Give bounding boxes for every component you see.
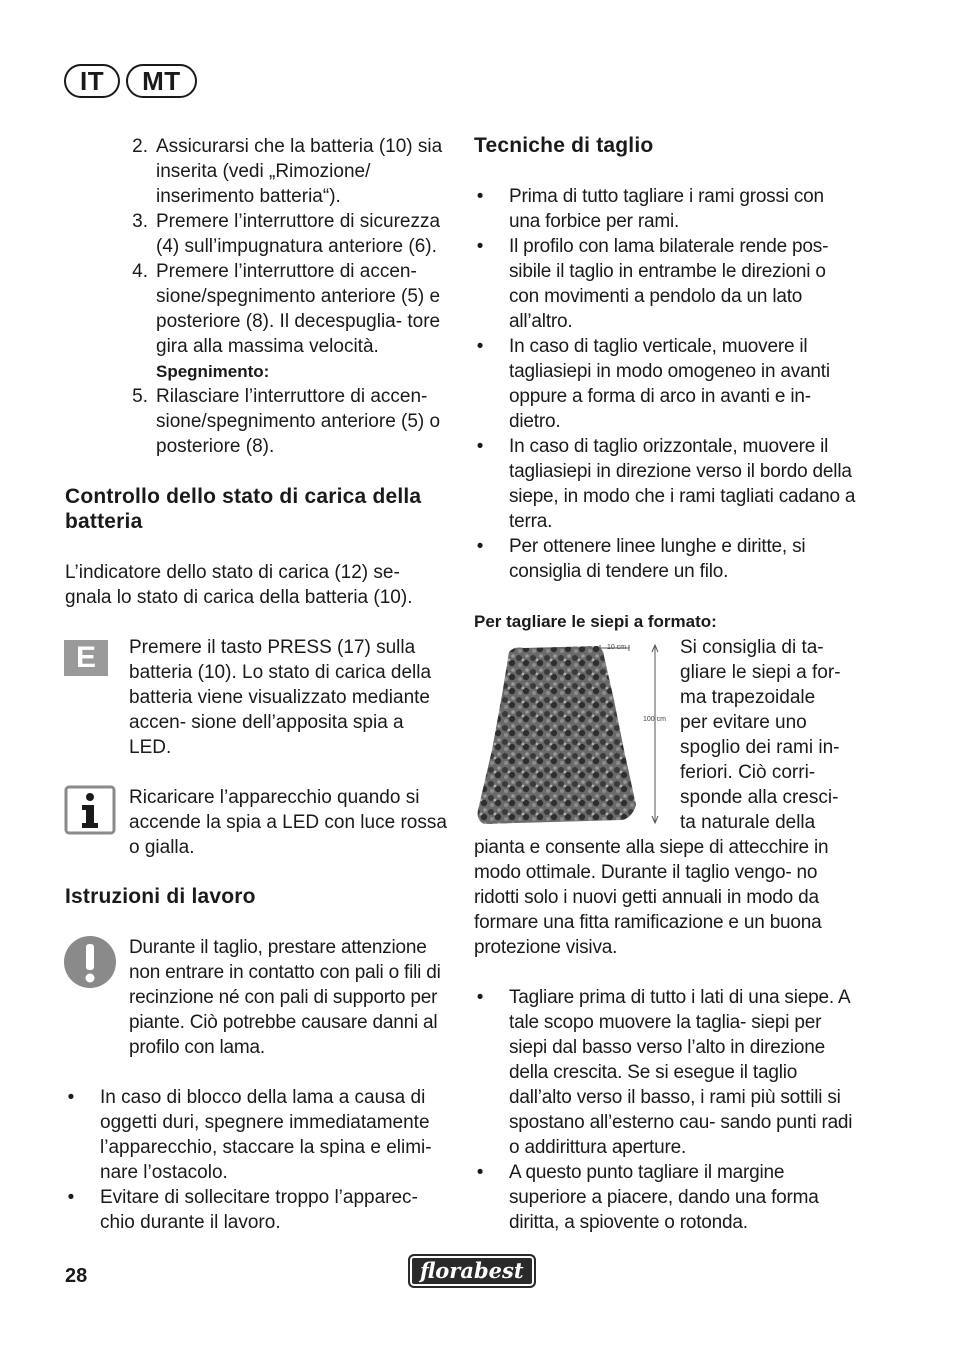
hedge-label-top: 10 cm <box>607 644 627 651</box>
warning-icon <box>63 935 117 989</box>
e-text: Premere il tasto PRESS (17) sulla batteria (10). Lo stato di carica della batteria viene visualizzato mediante accen- sione dell’apposita spia a LED. <box>129 637 432 758</box>
work-heading: Istruzioni di lavoro <box>65 885 256 908</box>
format-text-rest: pianta e consente alla siepe di attecchire in modo ottimale. Durante il taglio vengo- no ridotti solo i nuovi getti annuali in modo da formare una fitta ramificazione e un buona protezione visiva. <box>474 837 829 958</box>
format-heading: Per tagliare le siepi a formato: <box>474 612 717 631</box>
warning-text: Durante il taglio, prestare attenzione non entrare in contatto con pali o fili di recinzione né con pali di supporto per piante. Ciò potrebbe causare danni al profilo con lama. <box>129 937 441 1058</box>
step-3: 3. Premere l’interruttore di sicurezza (4) sull’impugnatura anteriore (6). <box>132 211 441 257</box>
language-tags <box>64 64 197 98</box>
page-number: 28 <box>65 1265 88 1287</box>
info-icon <box>64 785 116 835</box>
step-5: 5. Rilasciare l’interruttore di accen- sione/spegnimento anteriore (5) o posteriore (8). <box>132 386 441 457</box>
list-item: • Per ottenere linee lunghe e diritte, si consiglia di tendere un filo. <box>476 536 806 582</box>
e-icon: E <box>64 640 108 676</box>
right-bullets-2 <box>474 985 860 1235</box>
lang-tag-mt: MT <box>126 64 197 98</box>
list-item: • In caso di blocco della lama a causa di oggetti duri, spegnere immediatamente l’apparecchio, staccare la spina e elimi- nare l’ostacolo. <box>67 1087 432 1183</box>
hedge-label-side: 100 cm <box>643 716 666 723</box>
list-item: • Evitare di sollecitare troppo l’apparec- chio durante il lavoro. <box>67 1187 418 1233</box>
list-item: • In caso di taglio orizzontale, muovere il tagliasiepi in direzione verso il bordo della siepe, in modo che i rami tagliati cadano a terra. <box>476 436 856 532</box>
lang-tag-it: IT <box>64 64 120 98</box>
list-item: • In caso di taglio verticale, muovere il tagliasiepi in modo omogeneo in avanti oppure a forma di arco in avanti e in- dietro. <box>476 336 830 432</box>
battery-heading: Controllo dello stato di carica della batteria <box>65 485 422 533</box>
step-4: 4. Premere l’interruttore di accen- sione/spegnimento anteriore (5) e posteriore (8). Il decespuglia- tore gira alla massima velocità. <box>132 261 441 357</box>
florabest-logo: florabest <box>408 1254 536 1288</box>
list-item: • Prima di tutto tagliare i rami grossi con una forbice per rami. <box>476 186 824 232</box>
battery-text: L’indicatore dello stato di carica (12) se- gnala lo stato di carica della batteria (10). <box>65 562 413 608</box>
left-steps <box>66 134 458 459</box>
left-bullets <box>65 1085 450 1235</box>
hedge-illustration <box>474 640 674 830</box>
list-item: • A questo punto tagliare il margine superiore a piacere, dando una forma diritta, a spiovente o rotonda. <box>476 1162 819 1233</box>
right-bullets <box>474 184 859 584</box>
list-item: • Il profilo con lama bilaterale rende pos- sibile il taglio in entrambe le direzioni o con movimenti a pendolo da un lato all’altro. <box>476 236 829 332</box>
list-item: • Tagliare prima di tutto i lati di una siepe. A tale scopo muovere la taglia- siepi per siepi dal basso verso l’alto in direzione della crescita. Se si esegue il taglio dall’alto verso il basso, i rami più sottili si spostano all’esterno cau- sando punti radi o addirittura aperture. <box>476 987 853 1158</box>
format-text-side: Si consiglia di ta- gliare le siepi a for- ma trapezoidale per evitare uno spoglio dei rami in- feriori. Ciò corri- sponde alla cresci- ta naturale della <box>680 637 841 833</box>
step-2: 2. Assicurarsi che la batteria (10) sia inserita (vedi „Rimozione/ inserimento batteria“). <box>132 136 443 207</box>
info-text: Ricaricare l’apparecchio quando si accende la spia a LED con luce rossa o gialla. <box>129 787 447 858</box>
off-label: Spegnimento: <box>156 362 270 381</box>
cutting-heading: Tecniche di taglio <box>474 134 654 157</box>
